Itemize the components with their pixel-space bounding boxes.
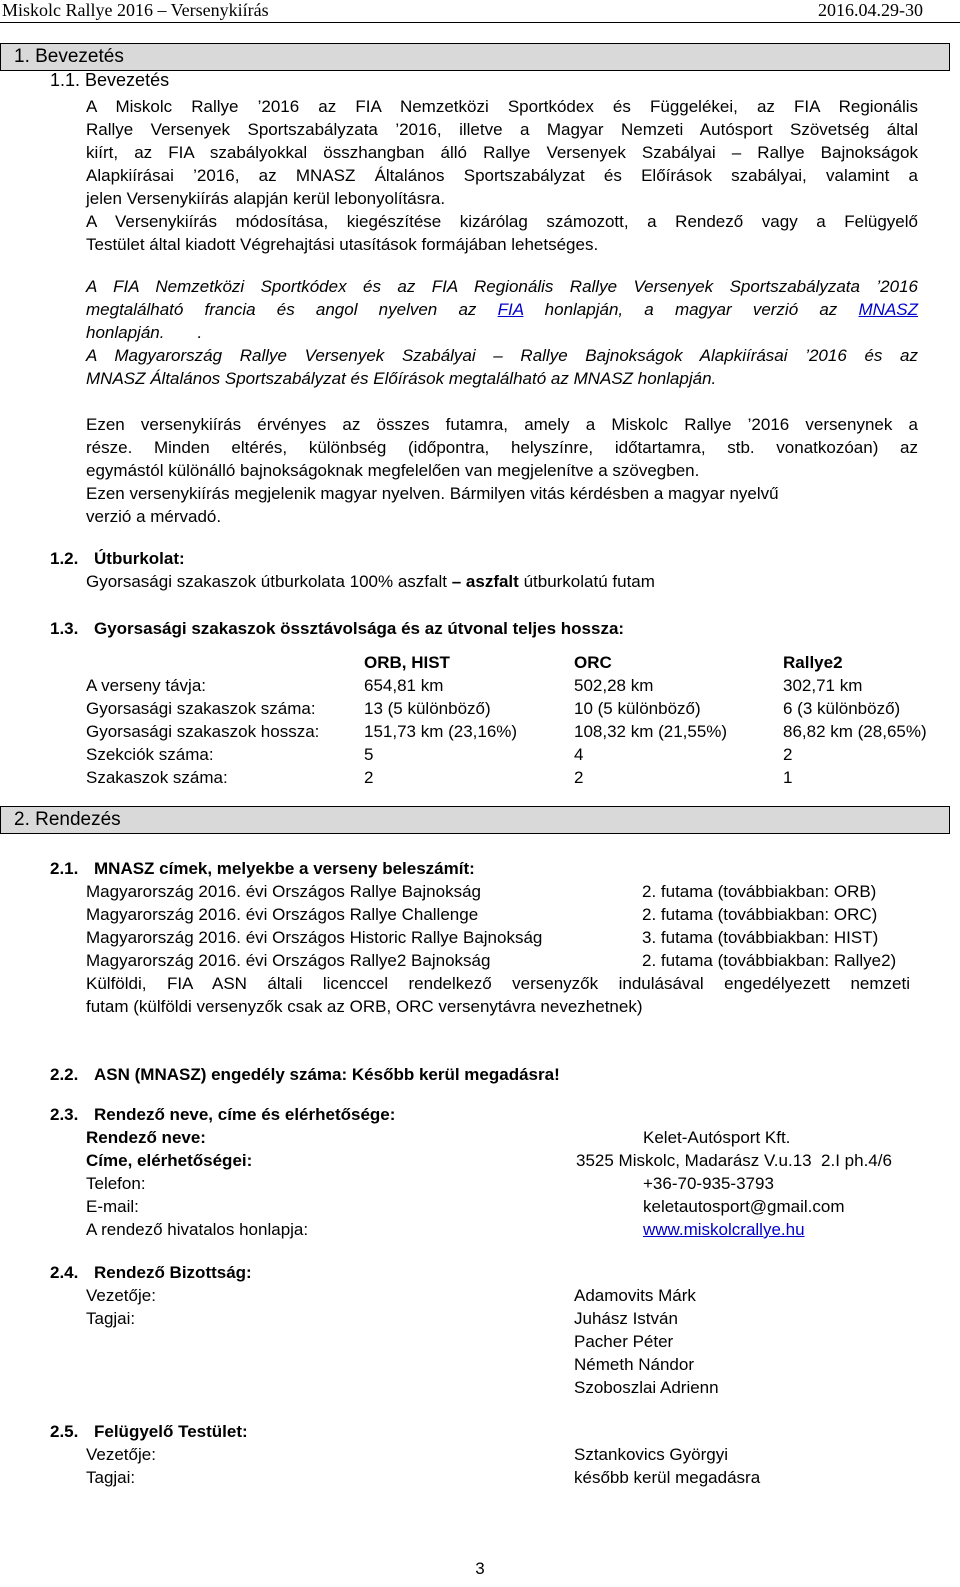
validity-line: egymástól különálló bajnokságoknak megfelelően van megjelenítve a szövegben. — [86, 461, 700, 480]
title-row-left: Magyarország 2016. évi Országos Rallye2 Bajnokság — [86, 951, 491, 970]
committee-leader: Adamovits Márk — [574, 1286, 696, 1305]
subsection-2-2-title: ASN (MNASZ) engedély száma: Később kerül megadásra! — [94, 1065, 560, 1084]
validity-line: Ezen versenykiírás megjelenik magyar nyelven. Bármilyen vitás kérdésben a magyar nyelvű — [86, 484, 779, 503]
header-rule — [0, 22, 960, 23]
fia-line-3: honlapján. . — [86, 323, 203, 342]
header-left: Miskolc Rallye 2016 – Versenykiírás — [2, 0, 269, 20]
subsection-1-3-num: 1.3. — [50, 619, 79, 638]
committee-member: Németh Nándor — [574, 1355, 695, 1374]
page-number: 3 — [475, 1559, 485, 1578]
title-row-left: Magyarország 2016. évi Országos Rallye Challenge — [86, 905, 479, 924]
subsection-2-1-title: MNASZ címek, melyekbe a verseny beleszámít: — [94, 859, 475, 878]
subsection-1-3-title: Gyorsasági szakaszok össztávolsága és az útvonal teljes hossza: — [94, 619, 625, 638]
intro-line: Alapkiírásai ’2016, az MNASZ Általános Sportszabályzat és Előírások szabályai, valamint a — [86, 166, 918, 185]
surface-dash: – — [451, 572, 462, 591]
organizer-email-label: E-mail: — [86, 1197, 139, 1216]
organizer-phone-value: +36-70-935-3793 — [643, 1174, 774, 1193]
section-2-title: 2. Rendezés — [14, 809, 121, 830]
organizer-phone-label: Telefon: — [86, 1174, 146, 1193]
foreign-note-line: Külföldi, FIA ASN általi licenccel rendelkező versenyzők indulásával engedélyezett nemzeti — [86, 974, 910, 993]
table-cell: 86,82 km (28,65%) — [783, 722, 927, 741]
subsection-2-3-num: 2.3. — [50, 1105, 79, 1124]
title-row-right: 2. futama (továbbiakban: Rallye2) — [642, 951, 897, 970]
header-right: 2016.04.29-30 — [818, 0, 923, 20]
organizer-address-value: 3525 Miskolc, Madarász V.u.13 2.I ph.4/6 — [576, 1151, 892, 1170]
title-row-right: 3. futama (továbbiakban: HIST) — [642, 928, 879, 947]
subsection-2-3-title: Rendező neve, címe és elérhetősége: — [94, 1105, 396, 1124]
title-row-left: Magyarország 2016. évi Országos Rallye Bajnokság — [86, 882, 481, 901]
table-cell: 10 (5 különböző) — [574, 699, 701, 718]
intro-line: jelen Versenykiírás alapján kerül lebonyolításra. — [86, 189, 446, 208]
table-cell: 1 — [783, 768, 793, 787]
fia-line-2 — [86, 298, 918, 321]
subsection-2-2-num: 2.2. — [50, 1065, 79, 1084]
table-cell: 6 (3 különböző) — [783, 699, 901, 718]
surface-text: Gyorsasági szakaszok útburkolata 100% aszfalt — [86, 572, 447, 591]
title-row-left: Magyarország 2016. évi Országos Historic Rallye Bajnokság — [86, 928, 543, 947]
table-cell: 151,73 km (23,16%) — [364, 722, 518, 741]
table-row-label: Gyorsasági szakaszok hossza: — [86, 722, 320, 741]
rules-line: MNASZ Általános Sportszabályzat és Előírások megtalálható az MNASZ honlapján. — [86, 369, 717, 388]
intro-line: kiírt, az FIA szabályokkal összhangban álló Rallye Versenyek Szabályai – Rallye Bajnokságok — [86, 143, 918, 162]
organizer-name-label: Rendező neve: — [86, 1128, 206, 1147]
organizer-website-label: A rendező hivatalos honlapja: — [86, 1220, 309, 1239]
section-2-bar — [0, 806, 950, 834]
mnasz-link[interactable]: MNASZ — [858, 300, 919, 319]
table-cell: 2 — [364, 768, 374, 787]
table-cell: 5 — [364, 745, 374, 764]
validity-paragraph — [86, 413, 918, 528]
stewards-leader: Sztankovics Györgyi — [574, 1445, 728, 1464]
subsection-2-4-title: Rendező Bizottság: — [94, 1263, 252, 1282]
subsection-2-5-num: 2.5. — [50, 1422, 79, 1441]
table-row-label: Gyorsasági szakaszok száma: — [86, 699, 316, 718]
table-cell: 2 — [783, 745, 793, 764]
table-row-label: Szekciók száma: — [86, 745, 214, 764]
organizer-name-value: Kelet-Autósport Kft. — [643, 1128, 791, 1147]
committee-members-label: Tagjai: — [86, 1309, 136, 1328]
stewards-members-label: Tagjai: — [86, 1468, 136, 1487]
intro-paragraph — [86, 95, 918, 256]
surface-bold: aszfalt — [465, 572, 519, 591]
fia-line: A FIA Nemzetközi Sportkódex és az FIA Regionális Rallye Versenyek Sportszabályzata ’2016 — [86, 277, 918, 296]
surface-text-b: útburkolatú futam — [523, 572, 655, 591]
table-cell: 13 (5 különböző) — [364, 699, 491, 718]
committee-leader-label: Vezetője: — [86, 1286, 156, 1305]
section-1-bar — [0, 43, 950, 71]
fia-paragraph — [86, 275, 918, 390]
intro-line: Rallye Versenyek Sportszabályzata ’2016, illetve a Magyar Nemzeti Autósport Szövetség által — [86, 120, 918, 139]
subsection-2-5-title: Felügyelő Testület: — [94, 1422, 248, 1441]
subsection-2-4-num: 2.4. — [50, 1263, 79, 1282]
validity-line: része. Minden eltérés, különbség (időpontra, helyszínre, időtartamra, stb. vonatkozóan) az — [86, 438, 918, 457]
amendment-line: Testület által kiadott Végrehajtási utasítások formájában lehetséges. — [86, 235, 599, 254]
stewards-leader-label: Vezetője: — [86, 1445, 156, 1464]
committee-member: Szoboszlai Adrienn — [574, 1378, 719, 1397]
table-cell: 502,28 km — [574, 676, 654, 695]
fia-link[interactable]: FIA — [497, 300, 524, 319]
stewards-members-value: később kerül megadásra — [574, 1468, 761, 1487]
subsection-1-1-title: 1.1. Bevezetés — [50, 70, 170, 90]
title-row-right: 2. futama (továbbiakban: ORC) — [642, 905, 878, 924]
foreign-note-line: futam (külföldi versenyzők csak az ORB, ORC versenytávra nevezhetnek) — [86, 997, 643, 1016]
rules-line: A Magyarország Rallye Versenyek Szabályai – Rallye Bajnokságok Alapkiírásai ’2016 és az — [86, 346, 918, 365]
organizer-email-value: keletautosport@gmail.com — [643, 1197, 845, 1216]
subsection-1-2-num: 1.2. — [50, 549, 79, 568]
organizer-address-label: Címe, elérhetőségei: — [86, 1151, 253, 1170]
table-col-header: Rallye2 — [783, 653, 843, 672]
table-col-header: ORB, HIST — [364, 653, 450, 672]
table-cell: 4 — [574, 745, 584, 764]
subsection-2-1-num: 2.1. — [50, 859, 79, 878]
table-cell: 2 — [574, 768, 584, 787]
table-cell: 302,71 km — [783, 676, 863, 695]
committee-member: Juhász István — [574, 1309, 678, 1328]
organizer-website-link[interactable]: www.miskolcrallye.hu — [643, 1220, 805, 1239]
validity-line: Ezen versenykiírás érvényes az összes futamra, amely a Miskolc Rallye ’2016 versenynek a — [86, 415, 918, 434]
table-cell: 108,32 km (21,55%) — [574, 722, 728, 741]
table-row-label: A verseny távja: — [86, 676, 207, 695]
title-row-right: 2. futama (továbbiakban: ORB) — [642, 882, 877, 901]
committee-member: Pacher Péter — [574, 1332, 674, 1351]
surface-line — [86, 570, 655, 593]
fia-line-2-a: megtalálható francia és angol nyelven az — [86, 300, 477, 319]
foreign-note — [86, 972, 910, 1018]
table-cell: 654,81 km — [364, 676, 444, 695]
table-col-header: ORC — [574, 653, 612, 672]
table-row-label: Szakaszok száma: — [86, 768, 228, 787]
intro-line: A Miskolc Rallye ’2016 az FIA Nemzetközi Sportkódex és Függelékei, az FIA Regionális — [86, 97, 918, 116]
amendment-line: A Versenykiírás módosítása, kiegészítése kizárólag számozott, a Rendező vagy a Felügyelő — [86, 212, 918, 231]
fia-line-2-b: honlapján, a magyar verzió az — [544, 300, 838, 319]
section-1-title: 1. Bevezetés — [14, 46, 124, 67]
validity-line: verzió a mérvadó. — [86, 507, 222, 526]
subsection-1-2-title: Útburkolat: — [94, 549, 185, 568]
